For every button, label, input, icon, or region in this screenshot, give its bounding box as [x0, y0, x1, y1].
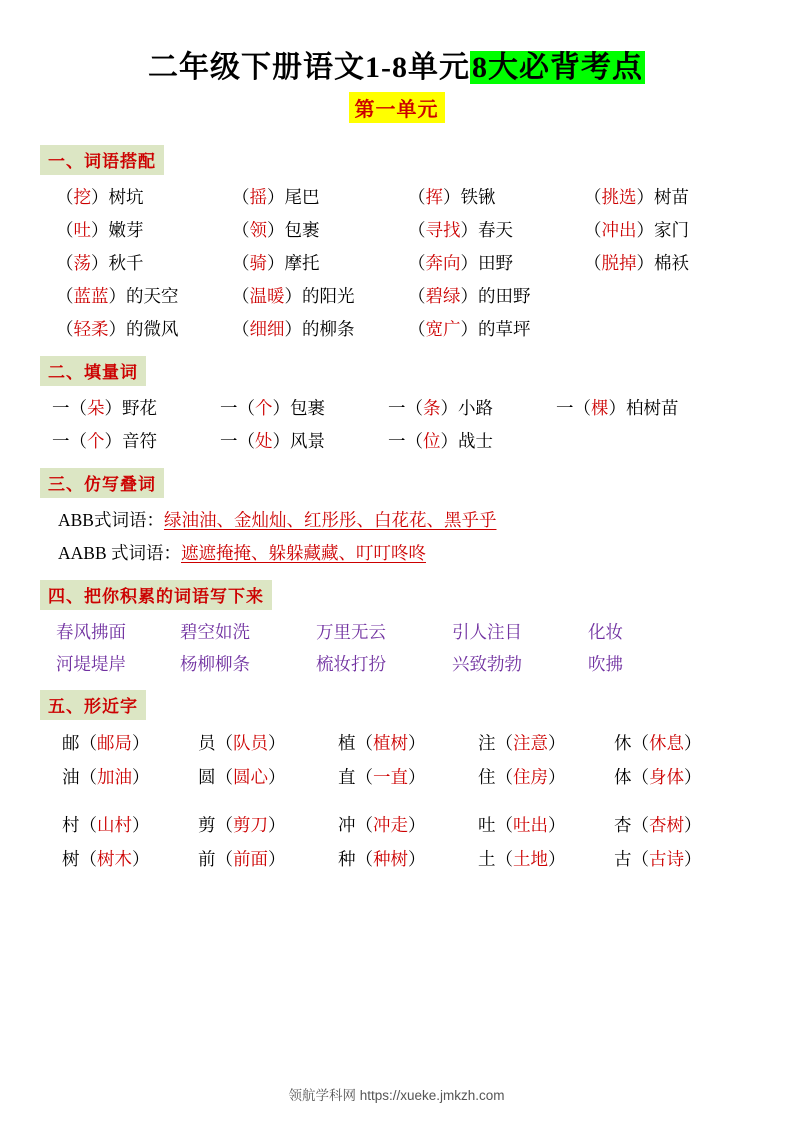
answer-word: 注意 [513, 733, 548, 753]
base-char: 植 [338, 733, 356, 753]
table-row [34, 842, 759, 876]
answer-word: 一直 [373, 767, 408, 787]
table-row [56, 214, 759, 247]
phrase-tail: 风景 [290, 431, 325, 451]
list-item: 化妆 [588, 622, 623, 642]
bracket-close: ） [104, 431, 122, 451]
answer-word: 处 [255, 431, 273, 451]
base-char: 树 [62, 849, 80, 869]
phrase-tail: 尾巴 [284, 187, 320, 207]
bracket-close: ） [104, 398, 122, 418]
bracket-close: ） [272, 431, 290, 451]
phrase-tail: 小路 [458, 398, 493, 418]
answer-word: 轻柔 [73, 319, 109, 339]
answer-word: 摇 [249, 187, 267, 207]
phrase-tail: 树苗 [654, 187, 689, 207]
title-highlight-text: 8大必背考点 [472, 51, 643, 84]
section-body-ciyudapei [34, 181, 759, 346]
answer-word: 寻找 [425, 220, 461, 240]
bracket-close: ） [440, 398, 458, 418]
phrase-tail: 铁锹 [460, 187, 496, 207]
list-item: 邮（邮局） [62, 733, 150, 753]
list-item: 万里无云 [316, 622, 386, 642]
answer-word: 棵 [591, 398, 609, 418]
list-item [408, 247, 584, 280]
list-item [220, 392, 388, 425]
section-heading-jilei: 四、把你积累的词语写下来 [40, 580, 272, 610]
list-item: 春风拂面 [56, 622, 126, 642]
answer-word: 朵 [87, 398, 105, 418]
row-spacer [34, 794, 759, 808]
bracket-open: （ [408, 286, 426, 306]
list-item [584, 247, 760, 280]
answer-word: 休息 [649, 733, 684, 753]
bracket-open: （ [584, 220, 602, 240]
table-row [34, 648, 759, 680]
table-row [34, 726, 759, 760]
answer-word: 细细 [249, 319, 285, 339]
list-item: 休（休息） [614, 733, 702, 753]
bracket-close: ） [108, 319, 126, 339]
base-char: 土 [478, 849, 496, 869]
phrase-tail: 嫩芽 [108, 220, 144, 240]
page-title [34, 42, 759, 86]
list-item: 体（身体） [614, 767, 702, 787]
list-item [232, 181, 408, 214]
list-item: 住（住房） [478, 767, 566, 787]
list-item [232, 214, 408, 247]
list-item: 圆（圆心） [198, 767, 286, 787]
bracket-open: （ [584, 253, 602, 273]
bracket-open: （ [408, 253, 426, 273]
list-item [232, 247, 408, 280]
unit-badge-row [34, 92, 759, 123]
list-item: 土（土地） [478, 849, 566, 869]
list-item [408, 313, 608, 346]
list-item [584, 214, 760, 247]
list-item [408, 280, 608, 313]
bracket-open: （ [408, 220, 426, 240]
list-item: 员（队员） [198, 733, 286, 753]
section-heading-xingjinzi: 五、形近字 [40, 690, 146, 720]
phrase-tail: 棉袄 [654, 253, 689, 273]
list-item: 梳妆打扮 [316, 654, 386, 674]
list-item: 碧空如洗 [180, 622, 250, 642]
phrase-tail: 春天 [478, 220, 513, 240]
status-badge: 第一单元 [349, 92, 445, 123]
section-body-xingjinzi [34, 726, 759, 876]
base-char: 体 [614, 767, 632, 787]
base-char: 住 [478, 767, 496, 787]
bracket-open: （ [232, 319, 250, 339]
bracket-close: ） [460, 220, 478, 240]
answer-word: 挑选 [601, 187, 637, 207]
answer-word: 挖 [73, 187, 91, 207]
answer-word: 邮局 [97, 733, 132, 753]
list-item: 杨柳柳条 [180, 654, 250, 674]
list-item: 村（山村） [62, 815, 150, 835]
phrase-tail: 田野 [478, 253, 513, 273]
base-char: 冲 [338, 815, 356, 835]
bracket-close: ） [284, 319, 302, 339]
answer-word: 吐出 [513, 815, 548, 835]
bracket-open: （ [584, 187, 602, 207]
list-item: 吐（吐出） [478, 815, 566, 835]
list-item [56, 247, 232, 280]
answer-word: 山村 [97, 815, 132, 835]
list-item: 兴致勃勃 [452, 654, 522, 674]
list-item: 植（植树） [338, 733, 426, 753]
phrase-tail: 摩托 [284, 253, 320, 273]
base-char: 村 [62, 815, 80, 835]
answer-word: 种树 [373, 849, 408, 869]
answer-word: 个 [87, 431, 105, 451]
answer-word: 杏树 [649, 815, 684, 835]
phrase-tail: 的柳条 [302, 319, 355, 339]
list-item: 油（加油） [62, 767, 150, 787]
answer-word: 土地 [513, 849, 548, 869]
footer-watermark: 领航学科网 https://xueke.jmkzh.com [288, 1088, 505, 1103]
section-heading-fangxiedieci: 三、仿写叠词 [40, 468, 164, 498]
answer-word: 温暖 [249, 286, 285, 306]
phrase-tail: 的天空 [126, 286, 179, 306]
abb-label: ABB式词语： [58, 510, 164, 530]
phrase-tail: 树坑 [108, 187, 144, 207]
bracket-open: （ [232, 187, 250, 207]
list-item: 前（前面） [198, 849, 286, 869]
answer-word: 吐 [73, 220, 91, 240]
list-item [388, 392, 556, 425]
base-char: 邮 [62, 733, 80, 753]
base-char: 直 [338, 767, 356, 787]
section-heading-tianliangci: 二、填量词 [40, 356, 146, 386]
list-item [408, 181, 584, 214]
list-item [388, 425, 556, 458]
answer-word: 脱掉 [601, 253, 637, 273]
answer-word: 荡 [73, 253, 91, 273]
list-item [556, 425, 746, 458]
base-char: 员 [198, 733, 216, 753]
list-item: 直（一直） [338, 767, 426, 787]
table-row [56, 313, 759, 346]
answer-word: 蓝蓝 [73, 286, 109, 306]
list-item: 杏（杏树） [614, 815, 702, 835]
answer-word: 位 [423, 431, 441, 451]
list-item: 树（树木） [62, 849, 150, 869]
bracket-close: ） [460, 253, 478, 273]
bracket-close: ） [636, 253, 654, 273]
measure-prefix: 一（ [52, 431, 87, 451]
section-body-tianliangci [34, 392, 759, 458]
list-item [56, 313, 232, 346]
list-item [408, 214, 584, 247]
phrase-tail: 野花 [122, 398, 157, 418]
bracket-close: ） [636, 187, 654, 207]
abb-words: 绿油油、金灿灿、红彤彤、白花花、黑乎乎 [163, 510, 497, 530]
answer-word: 住房 [513, 767, 548, 787]
bracket-close: ） [108, 286, 126, 306]
answer-word: 领 [249, 220, 267, 240]
bracket-open: （ [56, 319, 74, 339]
answer-word: 植树 [373, 733, 408, 753]
bracket-open: （ [56, 187, 74, 207]
answer-word: 冲走 [373, 815, 408, 835]
answer-word: 身体 [649, 767, 684, 787]
table-row [56, 280, 759, 313]
bracket-open: （ [232, 286, 250, 306]
bracket-close: ） [91, 187, 109, 207]
list-item [584, 181, 760, 214]
answer-word: 队员 [233, 733, 268, 753]
phrase-tail: 的阳光 [302, 286, 355, 306]
bracket-close: ） [460, 286, 478, 306]
phrase-tail: 包裹 [284, 220, 320, 240]
answer-word: 圆心 [233, 767, 268, 787]
table-row [56, 181, 759, 214]
base-char: 休 [614, 733, 632, 753]
answer-word: 树木 [97, 849, 132, 869]
answer-word: 剪刀 [233, 815, 268, 835]
bracket-open: （ [56, 286, 74, 306]
bracket-close: ） [284, 286, 302, 306]
bracket-close: ） [267, 253, 285, 273]
base-char: 油 [62, 767, 80, 787]
bracket-open: （ [232, 220, 250, 240]
table-row [34, 616, 759, 648]
answer-word: 加油 [97, 767, 132, 787]
list-item: 河堤堤岸 [56, 654, 126, 674]
answer-word: 个 [255, 398, 273, 418]
base-char: 注 [478, 733, 496, 753]
phrase-tail: 音符 [122, 431, 157, 451]
bracket-close: ） [460, 319, 478, 339]
list-item: 剪（剪刀） [198, 815, 286, 835]
bracket-open: （ [408, 319, 426, 339]
phrase-tail: 战士 [458, 431, 493, 451]
bracket-close: ） [443, 187, 461, 207]
measure-prefix: 一（ [388, 398, 423, 418]
list-item [56, 181, 232, 214]
answer-word: 碧绿 [425, 286, 461, 306]
answer-word: 前面 [233, 849, 268, 869]
bracket-close: ） [272, 398, 290, 418]
table-row [34, 504, 759, 537]
list-item [52, 392, 220, 425]
base-char: 古 [614, 849, 632, 869]
answer-word: 宽广 [425, 319, 461, 339]
measure-prefix: 一（ [52, 398, 87, 418]
aabb-words: 遮遮掩掩、躲躲藏藏、叮叮咚咚 [181, 543, 426, 563]
bracket-close: ） [91, 253, 109, 273]
base-char: 杏 [614, 815, 632, 835]
measure-prefix: 一（ [220, 431, 255, 451]
section-body-jilei [34, 616, 759, 680]
bracket-close: ） [636, 220, 654, 240]
bracket-close: ） [91, 220, 109, 240]
title-plain-text: 二年级下册语文1-8单元 [148, 51, 470, 84]
list-item [232, 280, 408, 313]
answer-word: 骑 [249, 253, 267, 273]
list-item: 吹拂 [588, 654, 623, 674]
list-item [52, 425, 220, 458]
measure-prefix: 一（ [220, 398, 255, 418]
list-item [220, 425, 388, 458]
table-row [34, 425, 759, 458]
list-item [56, 214, 232, 247]
base-char: 圆 [198, 767, 216, 787]
measure-prefix: 一（ [556, 398, 591, 418]
section-heading-ciyudapei: 一、词语搭配 [40, 145, 164, 175]
list-item [56, 280, 232, 313]
table-row [56, 247, 759, 280]
table-row [34, 392, 759, 425]
bracket-open: （ [232, 253, 250, 273]
phrase-tail: 秋千 [108, 253, 144, 273]
answer-word: 冲出 [601, 220, 637, 240]
phrase-tail: 家门 [654, 220, 689, 240]
base-char: 剪 [198, 815, 216, 835]
base-char: 吐 [478, 815, 496, 835]
answer-word: 奔向 [425, 253, 461, 273]
bracket-open: （ [408, 187, 426, 207]
bracket-open: （ [56, 220, 74, 240]
answer-word: 古诗 [649, 849, 684, 869]
phrase-tail: 的草坪 [478, 319, 531, 339]
list-item [556, 392, 746, 425]
section-body-fangxiedieci [34, 504, 759, 570]
table-row [34, 808, 759, 842]
bracket-close: ） [440, 431, 458, 451]
measure-prefix: 一（ [388, 431, 423, 451]
table-row [34, 537, 759, 570]
aabb-label: AABB 式词语： [58, 543, 181, 563]
list-item: 古（古诗） [614, 849, 702, 869]
list-item: 种（种树） [338, 849, 426, 869]
bracket-close: ） [267, 187, 285, 207]
base-char: 种 [338, 849, 356, 869]
bracket-close: ） [267, 220, 285, 240]
list-item: 引人注目 [452, 622, 522, 642]
phrase-tail: 柏树苗 [626, 398, 679, 418]
phrase-tail: 的田野 [478, 286, 531, 306]
table-row [34, 760, 759, 794]
base-char: 前 [198, 849, 216, 869]
list-item [232, 313, 408, 346]
answer-word: 挥 [425, 187, 443, 207]
phrase-tail: 的微风 [126, 319, 179, 339]
answer-word: 条 [423, 398, 441, 418]
list-item: 冲（冲走） [338, 815, 426, 835]
bracket-close: ） [608, 398, 626, 418]
bracket-open: （ [56, 253, 74, 273]
list-item: 注（注意） [478, 733, 566, 753]
phrase-tail: 包裹 [290, 398, 325, 418]
